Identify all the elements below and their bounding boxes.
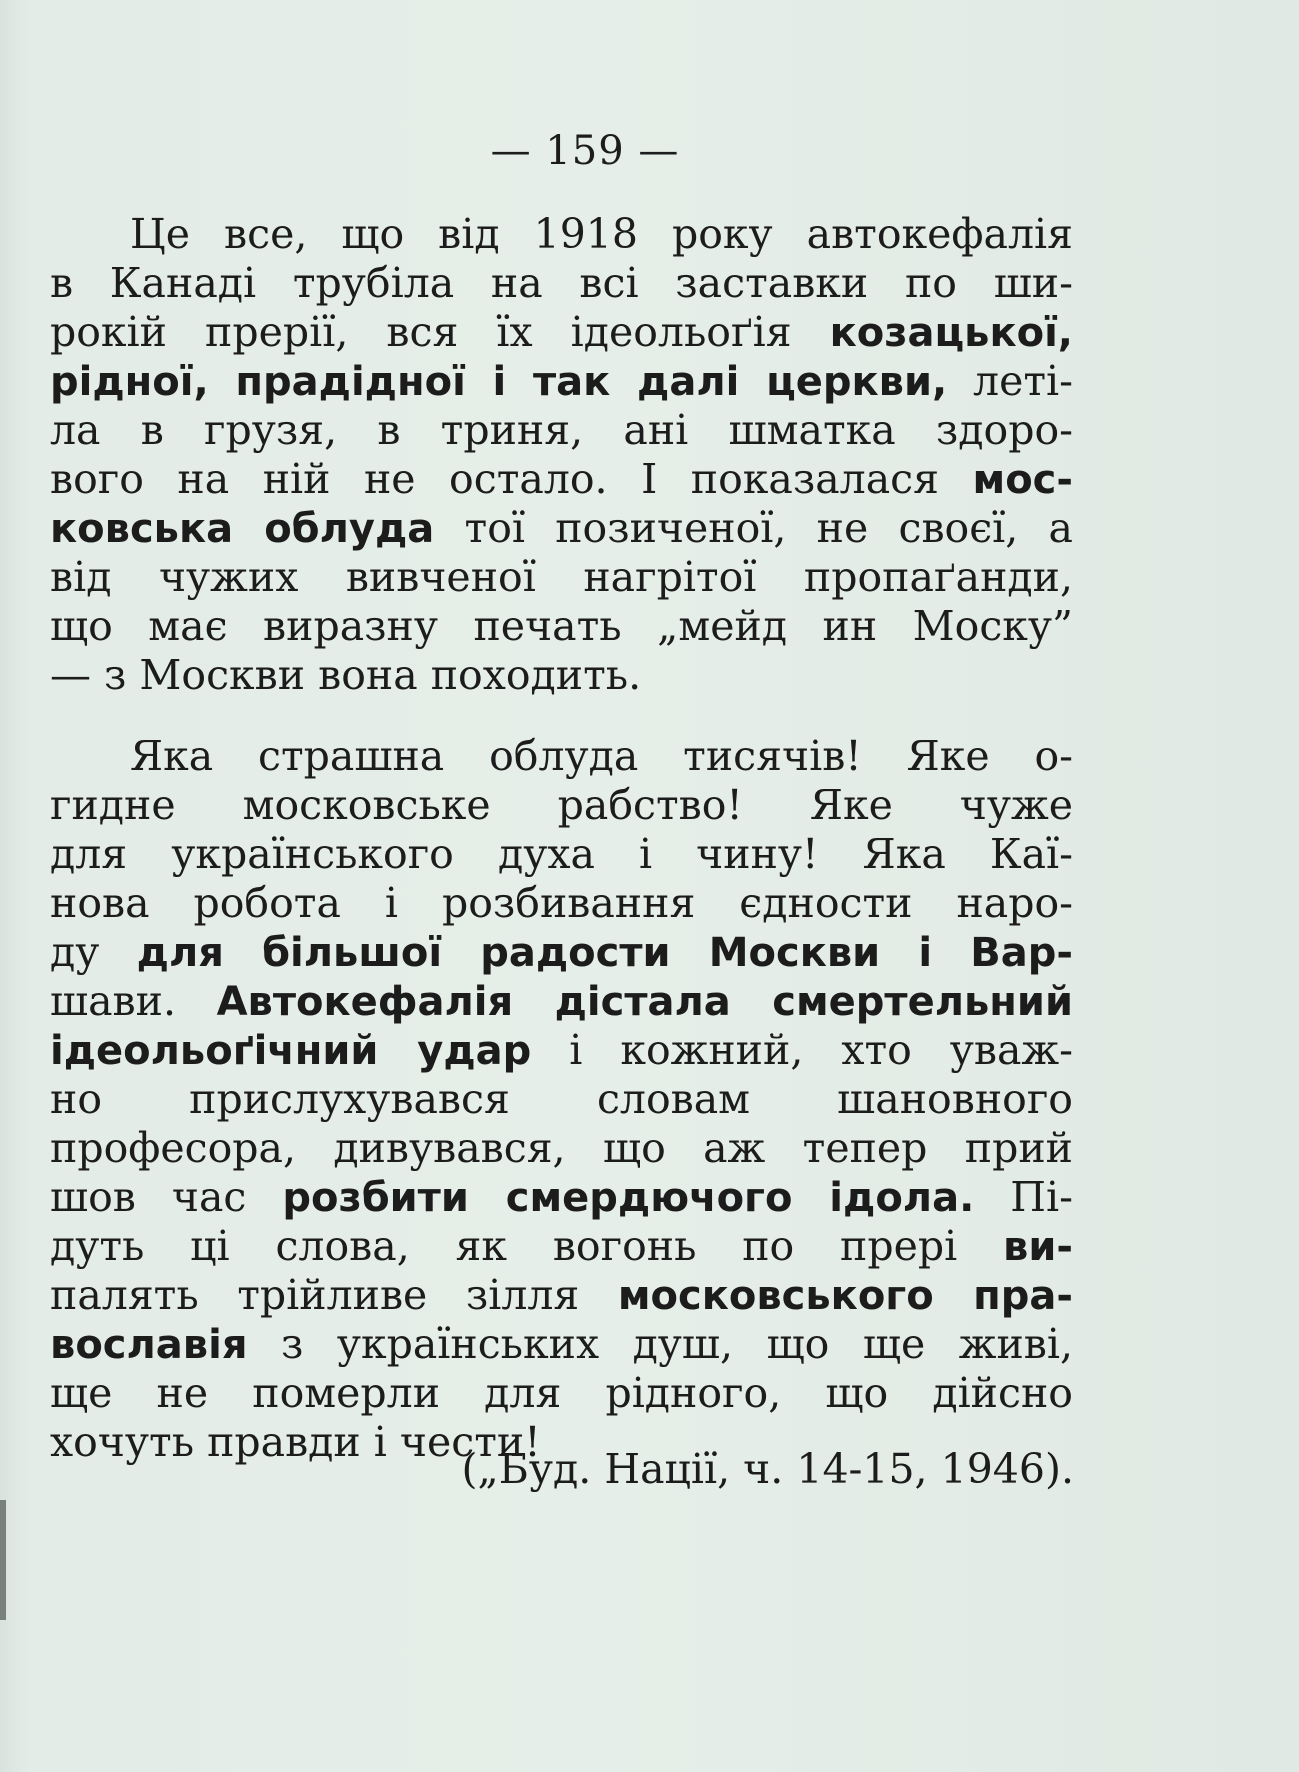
bold-text-segment: Автокефалія дістала смертельний [216,979,1073,1025]
text-line [50,879,1073,928]
text-segment: ще не померли для рідного, що дійсно [50,1369,1073,1417]
page-number: — 159 — [490,128,680,174]
bold-text-segment: мос- [972,457,1073,503]
text-line [50,455,1073,504]
text-line [50,357,1073,406]
bold-text-segment: для більшої радости Москви і Вар- [136,930,1073,976]
text-segment: хочуть правди і чести! [50,1418,541,1466]
text-line [50,1271,1073,1320]
text-line [50,1222,1073,1271]
text-segment: — з Москви вона походить. [50,651,642,699]
text-segment: Це все, що від 1918 року автокефалія [130,210,1073,258]
text-segment: з українських душ, що ще живі, [247,1320,1073,1368]
text-segment: шави. [50,977,217,1025]
text-line [50,1124,1073,1173]
text-line [50,781,1073,830]
text-segment: нова робота і розбивання єдности наро- [50,879,1073,927]
text-segment: гидне московське рабство! Яке чуже [50,781,1073,829]
text-segment: палять трійливе зілля [50,1271,618,1319]
source-citation: („Буд. Нації, ч. 14-15, 1946). [461,1445,1074,1493]
page-edge-shadow [0,1500,6,1620]
bold-text-segment: вославія [50,1322,248,1368]
text-line [50,928,1073,977]
text-line [50,1075,1073,1124]
text-segment: що має виразну печать „мейд ин Моску” [50,602,1073,650]
text-segment: Яка страшна облуда тисячів! Яке о- [130,732,1073,780]
text-segment: но прислухувався словам шановного [50,1075,1073,1123]
text-line [50,1369,1073,1418]
text-line [50,977,1073,1026]
text-line [50,553,1073,602]
text-segment: ла в грузя, в триня, ані шматка здоро- [50,406,1073,454]
text-line [50,651,1073,700]
paragraph-gap [50,700,1073,732]
text-line [50,602,1073,651]
text-line [50,1026,1073,1075]
bold-text-segment: ідеольоґічний удар [50,1028,532,1074]
body-text [50,210,1073,1467]
text-segment: і кожний, хто уваж- [531,1026,1073,1074]
text-segment: Пі- [974,1173,1073,1221]
text-segment: в Канаді трубіла на всі заставки по ши- [50,259,1073,307]
text-segment: для українського духа і чину! Яка Каї- [50,830,1073,878]
text-line [50,210,1073,259]
text-segment: вого на ній не остало. І показалася [50,455,973,503]
bold-text-segment: ковська облуда [50,506,435,552]
text-line [50,504,1073,553]
paragraph-2 [50,732,1073,1467]
text-segment: дуть ці слова, як вогонь по прері [50,1222,1004,1270]
text-segment: ду [50,928,137,976]
bold-text-segment: ви- [1003,1224,1073,1270]
text-line [50,259,1073,308]
text-line [50,732,1073,781]
text-line [50,308,1073,357]
bold-text-segment: московського пра- [617,1273,1073,1319]
text-line [50,1320,1073,1369]
text-segment: леті- [947,357,1073,405]
text-segment: професора, дивувався, що аж тепер прий [50,1124,1073,1172]
text-segment: рокій прерії, вся їх ідеольоґія [50,308,830,356]
text-segment: шов час [50,1173,283,1221]
text-line [50,406,1073,455]
text-line [50,830,1073,879]
bold-text-segment: козацької, [829,310,1073,356]
text-segment: від чужих вивченої нагрітої пропаґанди, [50,553,1073,601]
text-segment: тої позиченої, не своєї, а [434,504,1073,552]
bold-text-segment: розбити смердючого ідола. [282,1175,975,1221]
paragraph-1 [50,210,1073,700]
bold-text-segment: рідної, прадідної і так далі церкви, [50,359,948,405]
text-line [50,1173,1073,1222]
